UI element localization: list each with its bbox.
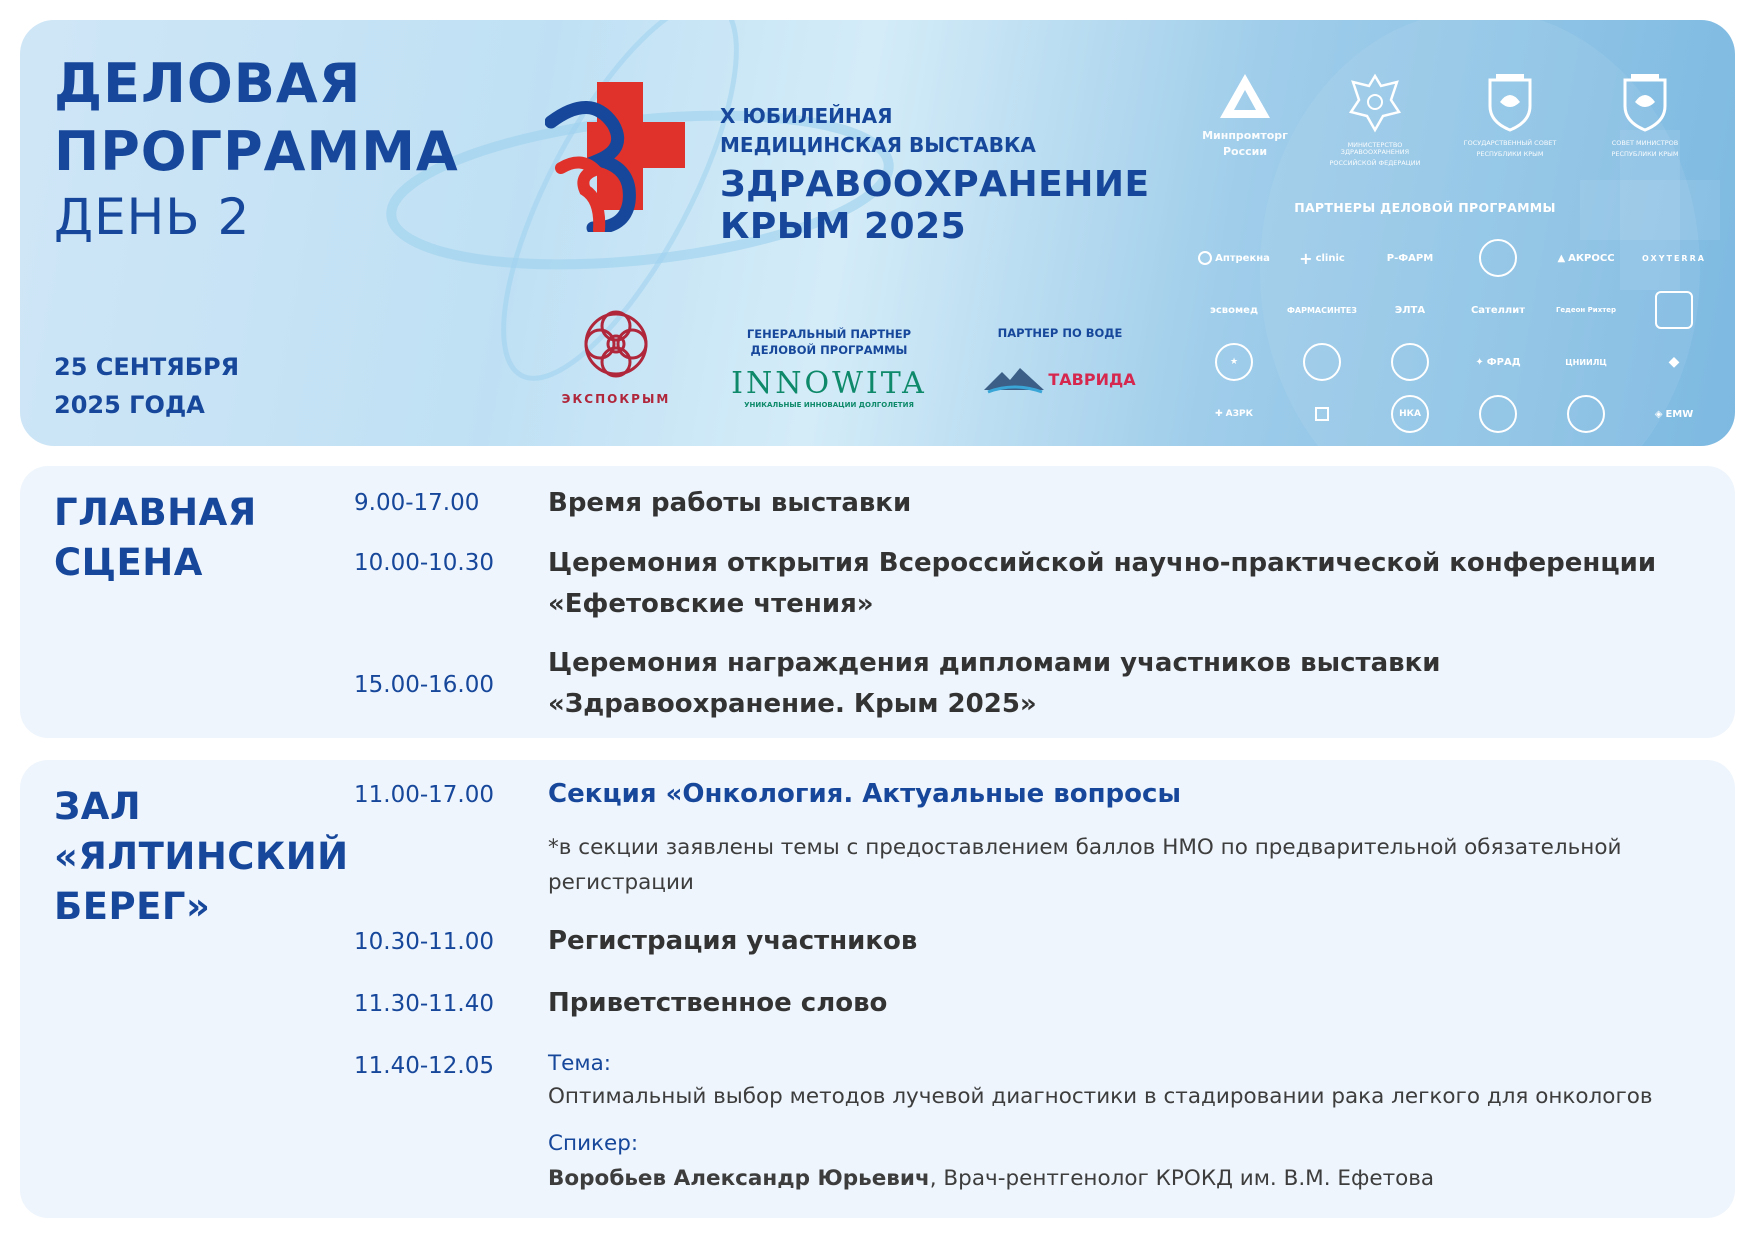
- organizer-logo: [560, 304, 672, 406]
- partner-logo: Р-ФАРМ: [1386, 252, 1434, 264]
- minpromtorg-icon: [1218, 72, 1272, 122]
- partner-logo: ✚ АЗРК: [1215, 409, 1253, 419]
- partners-heading: ПАРТНЕРЫ ДЕЛОВОЙ ПРОГРАММЫ: [1294, 200, 1556, 215]
- general-partner: [720, 326, 938, 409]
- gov-logo-caption: СОВЕТ МИНИСТРОВ: [1611, 139, 1679, 147]
- banner-title-line2: ПРОГРАММА: [54, 120, 459, 183]
- general-partner-logo: INNOWITA: [731, 366, 927, 401]
- section-time: 11.00-17.00: [354, 782, 494, 808]
- schedule-event: Церемония награждения дипломами участников выставки «Здравоохранение. Крым 2025»: [548, 648, 1441, 719]
- topic-label: Тема:: [548, 1051, 611, 1076]
- banner-title-line1: ДЕЛОВАЯ: [54, 52, 362, 115]
- venue-title-line1: ГЛАВНАЯ: [54, 491, 257, 534]
- expocrimea-flower-icon: [578, 304, 654, 384]
- exhibition-name-line2: КРЫМ 2025: [720, 206, 967, 247]
- gov-logo-caption-2: РОССИЙСКОЙ ФЕДЕРАЦИИ: [1329, 159, 1421, 167]
- yalta-hall-section: [20, 760, 1735, 1218]
- partner-logo: ◆: [1668, 354, 1680, 370]
- organizer-name: ЭКСПОКРЫМ: [561, 392, 671, 406]
- government-logos: [1190, 72, 1710, 182]
- partner-logo: [1278, 336, 1366, 388]
- partner-logo: ФАРМАСИНТЕЗ: [1286, 305, 1357, 315]
- venue-title-line1: ЗАЛ: [54, 785, 142, 828]
- water-partner-name: ТАВРИДА: [1048, 369, 1136, 389]
- partner-logos-grid: [1190, 232, 1720, 432]
- schedule-time: 10.30-11.00: [354, 929, 494, 955]
- mountain-icon: [984, 364, 1044, 394]
- partner-emblem-icon: [1391, 343, 1429, 381]
- venue-title-line2: «ЯЛТИНСКИЙ: [54, 835, 349, 878]
- partner-logo: ✦ ФРАД: [1475, 356, 1521, 368]
- minpromtorg-logo: [1190, 72, 1300, 158]
- general-partner-caption-line2: ДЕЛОВОЙ ПРОГРАММЫ: [750, 343, 908, 357]
- partner-emblem-icon: [1655, 291, 1693, 329]
- program-banner: [20, 20, 1735, 446]
- partner-logo: [1630, 284, 1718, 336]
- partner-emblem-icon: [1567, 395, 1605, 433]
- minzdrav-logo: [1320, 72, 1430, 167]
- partner-logo: Гедеон Рихтер: [1555, 306, 1617, 314]
- venue-title: [54, 782, 349, 932]
- schedule-time: 9.00-17.00: [354, 490, 480, 516]
- crimea-council-of-ministers-logo: [1590, 72, 1700, 158]
- partner-logo: [1366, 388, 1454, 440]
- partner-logo: [1542, 388, 1630, 440]
- crimea-coat-of-arms-icon: [1619, 72, 1671, 132]
- partner-logo: ▲ АКРОСС: [1557, 252, 1615, 264]
- partner-logo: [1366, 336, 1454, 388]
- gov-logo-caption-2: России: [1222, 145, 1268, 158]
- banner-title: [54, 50, 459, 186]
- partner-emblem-icon: ★: [1215, 343, 1253, 381]
- schedule-time: 15.00-16.00: [354, 672, 494, 698]
- speaker-label: Спикер:: [548, 1131, 639, 1156]
- gov-logo-caption: Минпромторг: [1202, 129, 1288, 142]
- partner-logo: Аптрекна: [1190, 232, 1278, 284]
- exhibition-name: [720, 164, 1150, 248]
- main-stage-section: [20, 466, 1735, 738]
- water-partner: [965, 326, 1155, 394]
- section-note: *в секции заявлены темы с предоставлением баллов НМО по предварительной обязательной регистрации: [548, 835, 1622, 895]
- venue-title-line3: БЕРЕГ»: [54, 885, 211, 928]
- topic-text: Оптимальный выбор методов лучевой диагностики в стадировании рака легкого для онкологов: [548, 1084, 1653, 1109]
- crimea-state-council-logo: [1455, 72, 1565, 158]
- partner-logo: ◈ EMW: [1654, 408, 1694, 420]
- eagle-emblem-icon: [1345, 72, 1405, 134]
- partner-logo: OXYTERRA: [1642, 253, 1706, 263]
- water-partner-caption: ПАРТНЕР ПО ВОДЕ: [997, 326, 1123, 340]
- banner-date-line2: 2025 ГОДА: [54, 391, 205, 419]
- schedule-event: Приветственное слово: [548, 988, 888, 1018]
- exhibition-subtitle: [720, 102, 1036, 160]
- speaker-name: Воробьев Александр Юрьевич: [548, 1166, 930, 1191]
- schedule-event: Церемония открытия Всероссийской научно-практической конференции «Ефетовские чтения»: [548, 548, 1657, 619]
- general-partner-caption-line1: ГЕНЕРАЛЬНЫЙ ПАРТНЕР: [746, 327, 912, 341]
- partner-logo: [1454, 232, 1542, 284]
- venue-title-line2: СЦЕНА: [54, 541, 203, 584]
- schedule-event: Регистрация участников: [548, 926, 918, 956]
- schedule-event: Время работы выставки: [548, 488, 912, 518]
- exhibition-emblem-icon: [545, 82, 685, 232]
- gov-logo-caption-2: РЕСПУБЛИКИ КРЫМ: [1476, 150, 1544, 158]
- talk-time: 11.40-12.05: [354, 1053, 494, 1079]
- gov-logo-caption: ГОСУДАРСТВЕННЫЙ СОВЕТ: [1463, 139, 1557, 147]
- crimea-coat-of-arms-icon: [1484, 72, 1536, 132]
- partner-logo: + clinic: [1299, 248, 1345, 268]
- water-partner-logo: [965, 364, 1155, 394]
- partner-logo: [1454, 388, 1542, 440]
- schedule-time: 10.00-10.30: [354, 550, 494, 576]
- banner-date-line1: 25 СЕНТЯБРЯ: [54, 353, 240, 381]
- partner-emblem-icon: [1303, 343, 1341, 381]
- banner-date: [54, 348, 239, 424]
- schedule-time: 11.30-11.40: [354, 991, 494, 1017]
- exhibition-name-line1: ЗДРАВООХРАНЕНИЕ: [720, 164, 1150, 205]
- partner-logo: ЦНИИЛЦ: [1565, 357, 1607, 367]
- partner-logo: ЭЛТА: [1394, 304, 1426, 316]
- partner-logo: эсвомед: [1209, 304, 1259, 316]
- partner-logo: Сателлит: [1470, 304, 1526, 316]
- partner-logo: [1278, 388, 1366, 440]
- partner-emblem-icon: НКА: [1391, 395, 1429, 433]
- partner-emblem-icon: [1479, 239, 1517, 277]
- exhibition-subtitle-line2: МЕДИЦИНСКАЯ ВЫСТАВКА: [720, 133, 1036, 157]
- speaker-info: [548, 1161, 1698, 1196]
- banner-day: ДЕНЬ 2: [54, 188, 251, 246]
- gov-logo-caption: МИНИСТЕРСТВО ЗДРАВООХРАНЕНИЯ: [1340, 141, 1410, 156]
- partner-logo: [1190, 336, 1278, 388]
- venue-title: [54, 488, 257, 588]
- section-title: Секция «Онкология. Актуальные вопросы: [548, 779, 1181, 809]
- gov-logo-caption-2: РЕСПУБЛИКИ КРЫМ: [1611, 150, 1679, 158]
- exhibition-subtitle-line1: X ЮБИЛЕЙНАЯ: [720, 104, 893, 128]
- speaker-role: , Врач-рентгенолог КРОКД им. В.М. Ефетова: [929, 1166, 1435, 1191]
- partner-emblem-icon: [1479, 395, 1517, 433]
- general-partner-tagline: УНИКАЛЬНЫЕ ИННОВАЦИИ ДОЛГОЛЕТИЯ: [744, 401, 914, 409]
